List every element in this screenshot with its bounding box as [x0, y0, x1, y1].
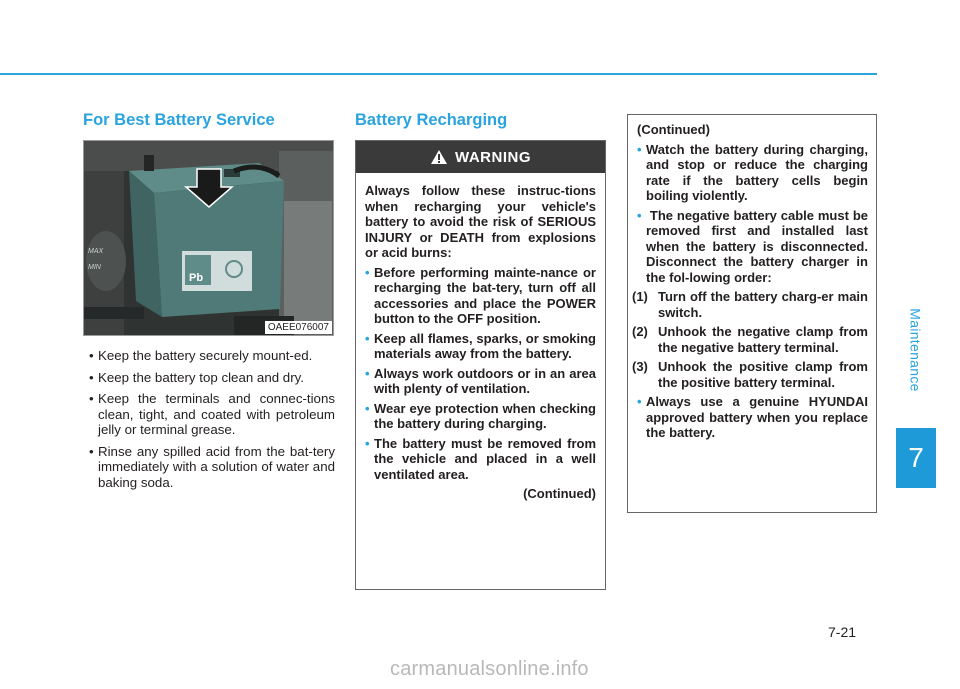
- disconnect-steps: [632, 289, 868, 390]
- pb-mark: Pb: [189, 272, 204, 284]
- step-item: [628, 289, 868, 320]
- step-number: (3): [632, 359, 648, 374]
- warning-continued-box: [627, 114, 877, 513]
- continued-label: (Continued): [523, 486, 596, 501]
- list-item-text: The negative battery cable must be removed first and installed last when the battery is disconnected. Disconnect the battery charger in the fol-lowing order:: [646, 207, 868, 285]
- min-mark: MIN: [88, 264, 101, 271]
- watermark-link[interactable]: carmanualsonline.info: [390, 658, 589, 680]
- continued-bullets: [637, 142, 868, 286]
- list-item: • Keep the terminals and connec-tions clean, tight, and coated with petroleum jelly or terminal grease.: [83, 391, 335, 438]
- warning-box: [355, 140, 606, 590]
- list-item: • The battery must be removed from the vehicle and placed in a well ventilated area.: [365, 436, 596, 483]
- page-number: 7-21: [828, 624, 857, 640]
- chapter-number-tab: 7: [896, 428, 936, 488]
- max-mark: MAX: [88, 248, 104, 255]
- step-text: Unhook the negative clamp from the negative battery terminal.: [658, 324, 868, 355]
- header-rule: [0, 73, 877, 75]
- step-text: Turn off the battery charg-er main switch.: [658, 289, 868, 320]
- warning-intro: Always follow these instruc-tions when recharging your vehicle's battery to avoid the risk of SERIOUS INJURY or DEATH from explosions or acid burns:: [365, 183, 596, 260]
- continued-bullets-final: [637, 394, 868, 441]
- chapter-name: Maintenance: [908, 308, 924, 392]
- list-item: • Rinse any spilled acid from the bat-tery immediately with a solution of water and baking soda.: [83, 444, 335, 491]
- list-item: • Keep the battery top clean and dry.: [83, 370, 335, 386]
- continued-header: (Continued): [637, 122, 710, 137]
- section-title-battery-recharging: Battery Recharging: [355, 111, 508, 129]
- warning-body: [356, 173, 605, 502]
- list-item: • Always work outdoors or in an area with plenty of ventilation.: [365, 366, 596, 397]
- step-item: [628, 324, 868, 355]
- list-item: • Keep all flames, sparks, or smoking materials away from the battery.: [365, 331, 596, 362]
- warning-bullets: [365, 265, 596, 483]
- battery-photo: [83, 140, 334, 336]
- section-title-best-battery-service: For Best Battery Service: [83, 111, 275, 129]
- list-item: • Keep the battery securely mount-ed.: [83, 348, 335, 364]
- warning-triangle-icon: [430, 149, 448, 165]
- list-item: • Before performing mainte-nance or recharging the bat-tery, turn off all accessories and place the POWER button to the OFF position.: [365, 265, 596, 327]
- photo-code: OAEE076007: [265, 321, 332, 334]
- step-item: [628, 359, 868, 390]
- step-text: Unhook the positive clamp from the positive battery terminal.: [658, 359, 868, 390]
- list-item: [637, 208, 868, 286]
- list-item: • Wear eye protection when checking the battery during charging.: [365, 401, 596, 432]
- chapter-side-label: [896, 300, 936, 400]
- step-number: (1): [632, 289, 648, 304]
- step-number: (2): [632, 324, 648, 339]
- warning-label: WARNING: [455, 148, 531, 166]
- warning-header: [356, 141, 605, 173]
- list-item: • Watch the battery during charging, and stop or reduce the charging rate if the battery cells begin boiling violently.: [637, 142, 868, 204]
- battery-care-list: [83, 348, 335, 496]
- battery-illustration: [84, 141, 334, 336]
- list-item: • Always use a genuine HYUNDAI approved battery when you replace the battery.: [637, 394, 868, 441]
